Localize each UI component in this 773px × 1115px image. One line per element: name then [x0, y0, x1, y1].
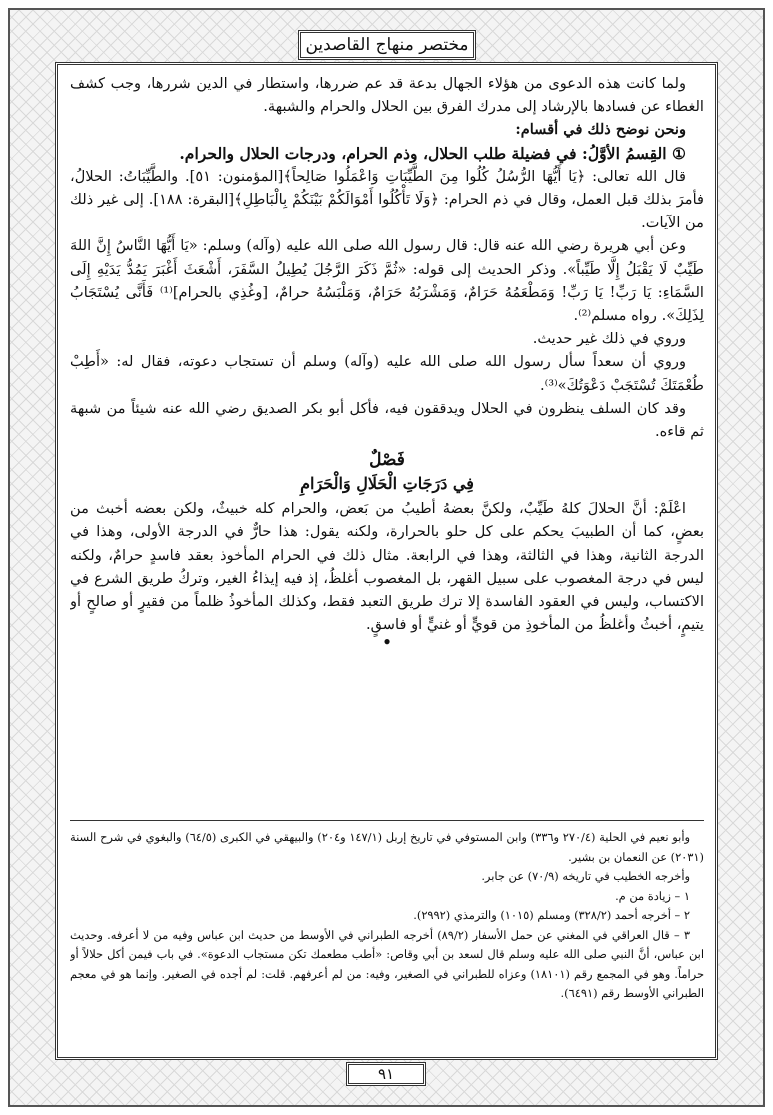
- paragraph-quran-quote: قال الله تعالى: ﴿يَا أَيُّهَا الرُّسُلُ كُلُوا مِنَ الطَّيِّبَاتِ وَاعْمَلُوا صَالِحاً﴾[المؤمنون: ٥١]. والطَّيِّبَاتُ: الحلالُ، فأمرَ بذلك قبل العمل، وقال في ذم الحرام: ﴿وَلَا تَأْكُلُوا أَمْوَالَكُمْ بَيْنَكُمْ بِالْبَاطِلِ﴾[البقرة: ١٨٨]. إلى غير ذلك من الآيات.: [70, 167, 704, 232]
- paragraph-hadith-abu-hurairah: وعن أبي هريرة رضي الله عنه قال: قال رسول الله صلى الله عليه (وآله) وسلم: «يَا أَيُّهَا النَّاسُ إِنَّ اللهَ طَيِّبٌ لَا يَقْبَلُ إِلَّا طَيِّباً». وذكر الحديث إلى قوله: «ثُمَّ ذَكَرَ الرَّجُلَ يُطِيلُ السَّفَرَ، أَشْعَثَ أَغْبَرَ يَمُدُّ يَدَيْهِ إِلَى السَّمَاءِ: يَا رَبِّ! يَا رَبِّ! وَمَطْعَمُهُ حَرَامٌ، وَمَشْرَبُهُ حَرَامٌ، وَمَلْبَسُهُ حرامٌ، [وغُذِي بالحرام]⁽¹⁾ فَأَنَّى يُسْتَجَابُ لِذَلِكَ». رواه مسلم⁽²⁾.: [70, 237, 704, 325]
- footnotes: [70, 828, 704, 1053]
- page-number: ٩١: [377, 1065, 395, 1083]
- paragraph-hadith-saad: وروي أن سعداً سأل رسول الله صلى الله عليه (وآله) وسلم أن تستجاب دعوته، فقال له: «أَطِبْ طُعْمَتَكَ تُسْتَجَبْ دَعْوَتُكَ»⁽³⁾.: [70, 353, 704, 394]
- paragraph-intro: ولما كانت هذه الدعوى من هؤلاء الجهال بدعة قد عم ضررها، واستطار في الدين شررها، وجب كشف الغطاء عن فسادها بالإرشاد إلى مدرك الفرق بين الحلال والحرام والشبهة.: [70, 75, 704, 116]
- footnote-2: ٢ – أخرجه أحمد (٣٢٨/٢) ومسلم (١٠١٥) والترمذي (٢٩٩٢).: [413, 908, 690, 922]
- book-title: مختصر منهاج القاصدين: [305, 35, 469, 55]
- footnote-continued-a: وأبو نعيم في الحلية (٢٧٠/٤ و٣٣٦) وابن المستوفي في تاريخ إربل (١٤٧/١ و٢٠٤) والبيهقي في الكبرى (٦٤/٥) والبغوي في شرح السنة (٢٠٣١) عن النعمان بن بشير.: [70, 830, 704, 864]
- paragraph-sections-intro: ونحن نوضح ذلك في أقسام:: [515, 121, 686, 139]
- section-subheading: فِي دَرَجَاتِ الْحَلَالِ وَالْحَرَامِ: [300, 474, 474, 494]
- running-header: [298, 30, 476, 60]
- footnote-3: ٣ – قال العراقي في المغني عن حمل الأسفار (٨٩/٢) أخرجه الطبراني في الأوسط من حديث ابن عباس وفيه من لا أعرفه. وحديث ابن عباس، أنَّ النبي صلى الله عليه وسلم قال لسعد بن أبي وقاص: «أطب مطعمك تكن مستجاب الدعوة». في باب فيمن أكل حلالاً أو حراماً. وهو في المجمع رقم (١٨١٠١) وعزاه للطبراني في الصغير، وفيه: من لم أعرفهم. قلت: لم أجده في الصغير. وإنما هو في معجم الطبراني الأوسط رقم (٦٤٩١).: [70, 927, 704, 1000]
- page-number-box: [346, 1062, 426, 1086]
- paragraph-section-one: ① القِسمُ الأوَّلُ: في فضيلة طلب الحلال، وذم الحرام، ودرجات الحلال والحرام.: [179, 143, 686, 163]
- footnote-continued-b: وأخرجه الخطيب في تاريخه (٧٠/٩) عن جابر.: [481, 869, 690, 883]
- main-text: [70, 72, 704, 817]
- footnote-divider: [70, 820, 704, 821]
- section-heading: فَصْلٌ: [369, 450, 405, 471]
- separator-dot: •: [382, 634, 392, 652]
- footnote-1: ١ – زيادة من م.: [615, 888, 690, 903]
- paragraph-other-hadith: وروي في ذلك غير حديث.: [532, 330, 686, 348]
- paragraph-degrees: اعْلَمْ: أنَّ الحلالَ كلهُ طَيِّبٌ، ولكنَّ بعضهُ أطيبُ من بَعض، والحرام كله خبيثٌ، ولكن بعضه أخبث من بعضٍ، كما أن الطبيبَ يحكم على كل حلو بالحرارة، ولكنه يقول: هذا حارٌّ في الدرجة الأولى، وهذا في الدرجة الثانية، وهذا في الثالثة، وهذا في الرابعة. مثال ذلك في الحرام المأخوذ بعقد فاسدٍ حرامٌ، ولكنه ليس في درجة المغصوب على سبيل القهر، بل المغصوب أغلظُ، إذ فيه إيذاءُ الغير، وتركُ طريق الشرع في الاكتساب، وليس في العقود الفاسدة إلا ترك طريق التعبد فقط، وكذلك المأخوذُ ظلماً من فقيرٍ أو صالحٍ أو يتيمٍ، أخبثُ وأغلظُ من المأخوذِ من قويٍّ أو غنيٍّ أو فاسقٍ.: [70, 500, 704, 634]
- paragraph-salaf: وقد كان السلف ينظرون في الحلال ويدققون فيه، فأكل أبو بكر الصديق رضي الله عنه شيئاً من شبهة ثم قاءه.: [70, 399, 704, 441]
